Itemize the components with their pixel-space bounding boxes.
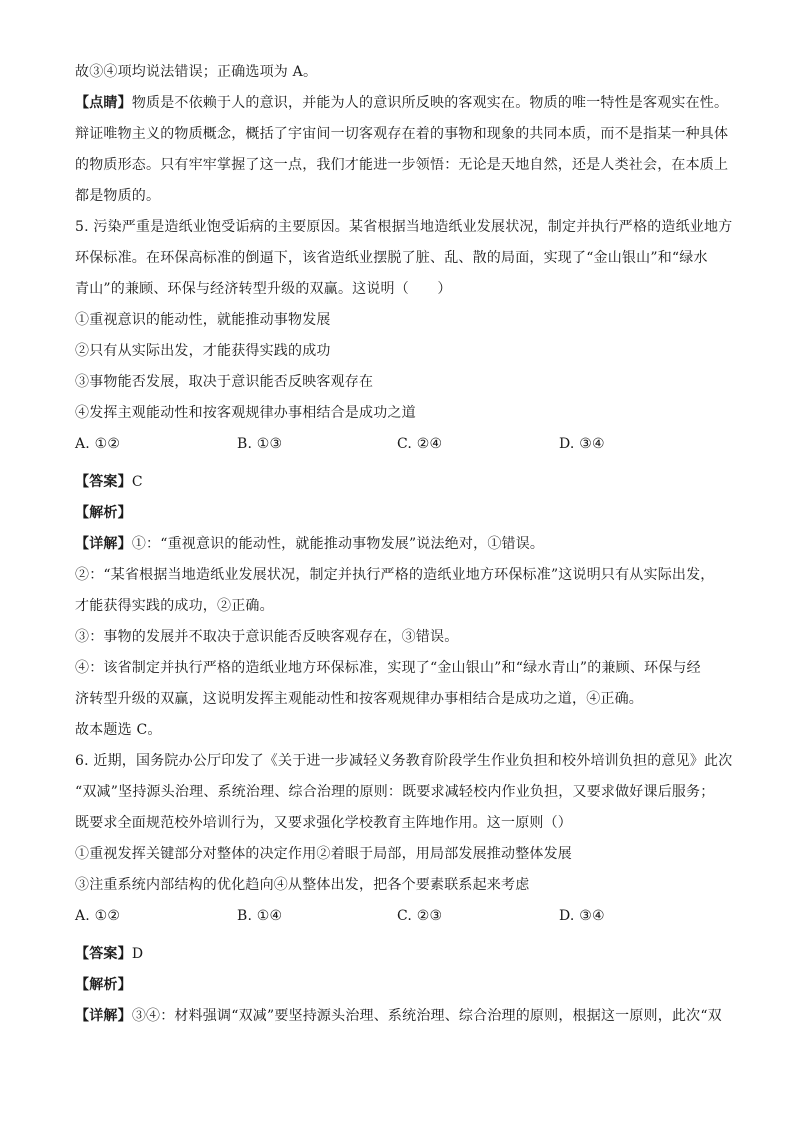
detail-text: ①：“重视意识的能动性，就能推动事物发展”说法绝对，①错误。 [131,536,545,552]
q5-answer [75,472,143,492]
detail-text: ③④：材料强调“双减”要坚持源头治理、系统治理、综合治理的原则，根据这一原则，此次“双 [131,1008,722,1024]
q4-dianjing-line-2: 辩证唯物主义的物质概念，概括了宇宙间一切客观存在着的事物和现象的共同本质，而不是指某一种具体 [75,126,729,142]
q5-statement-4: ④发挥主观能动性和按客观规律办事相结合是成功之道 [75,405,416,421]
q4-dianjing-line-3: 的物质形态。只有牢牢掌握了这一点，我们才能进一步领悟：无论是天地自然，还是人类社会，在本质上 [75,157,729,173]
q6-jiexi-tag: 【解析】 [75,977,132,993]
q5-option-d: D. ③④ [559,436,605,452]
q6-option-d: D. ③④ [559,908,605,924]
dianjing-text: 物质是不依赖于人的意识，并能为人的意识所反映的客观实在。物质的唯一特性是客观实在性。 [131,95,729,111]
dianjing-tag: 【点睛】 [75,95,132,111]
q5-detail-line-4: ③：事物的发展并不取决于意识能否反映客观存在，③错误。 [75,629,459,645]
q6-stem-line-1: 6. 近期，国务院办公厅印发了《关于进一步减轻义务教育阶段学生作业负担和校外培训负担的意见》此次 [75,753,733,769]
q5-stem-line-2: 环保标准。在环保高标准的倒逼下，该省造纸业摆脱了脏、乱、散的局面，实现了“金山银山”和“绿水 [75,250,708,266]
q5-detail-line-5: ④：该省制定并执行严格的造纸业地方环保标准，实现了“金山银山”和“绿水青山”的兼顾、环保与经 [75,660,701,676]
answer-value: D [131,946,144,962]
answer-tag: 【答案】 [75,946,132,962]
xiangjie-tag: 【详解】 [75,1008,132,1024]
q5-statement-1: ①重视意识的能动性，就能推动事物发展 [75,312,331,328]
q5-option-c: C. ②④ [397,436,443,452]
q5-jiexi-tag: 【解析】 [75,505,132,521]
q5-stem-line-3: 青山”的兼顾、环保与经济转型升级的双赢。这说明（ ） [75,281,452,297]
answer-value: C [131,474,143,490]
q5-statement-3: ③事物能否发展，取决于意识能否反映客观存在 [75,374,374,390]
q5-detail-line-1 [75,534,544,554]
q6-stem-line-3: 既要求全面规范校外培训行为，又要求强化学校教育主阵地作用。这一原则（） [75,815,572,831]
q5-statement-2: ②只有从实际出发，才能获得实践的成功 [75,343,331,359]
q5-detail-line-7: 故本题选 C。 [75,722,162,738]
q5-detail-line-3: 才能获得实践的成功，②正确。 [75,598,274,614]
q6-statement-1: ①重视发挥关键部分对整体的决定作用②着眼于局部，用局部发展推动整体发展 [75,846,572,862]
q6-option-b: B. ①④ [237,908,283,924]
q6-stem-line-2: “双减”坚持源头治理、系统治理、综合治理的原则：既要求减轻校内作业负担，又要求做好课后服务； [75,784,715,800]
q4-dianjing-line-4: 都是物质的。 [75,188,161,204]
xiangjie-tag: 【详解】 [75,536,132,552]
q5-option-b: B. ①③ [237,436,283,452]
q5-option-a: A. ①② [75,436,121,452]
q5-detail-line-6: 济转型升级的双赢，这说明发挥主观能动性和按客观规律办事相结合是成功之道，④正确。 [75,691,643,707]
q4-conclusion: 故③④项均说法错误；正确选项为 A。 [75,64,318,80]
q6-statement-2: ③注重系统内部结构的优化趋向④从整体出发，把各个要素联系起来考虑 [75,877,530,893]
q5-detail-line-2: ②：“某省根据当地造纸业发展状况，制定并执行严格的造纸业地方环保标准”这说明只有从实际出发， [75,567,715,583]
q6-option-a: A. ①② [75,908,121,924]
q5-stem-line-1: 5. 污染严重是造纸业饱受诟病的主要原因。某省根据当地造纸业发展状况，制定并执行严格的造纸业地方 [75,219,733,235]
q6-detail-line-1 [75,1006,722,1026]
q4-dianjing-line-1 [75,93,728,113]
q6-option-c: C. ②③ [397,908,443,924]
answer-tag: 【答案】 [75,474,132,490]
q6-answer [75,944,143,964]
